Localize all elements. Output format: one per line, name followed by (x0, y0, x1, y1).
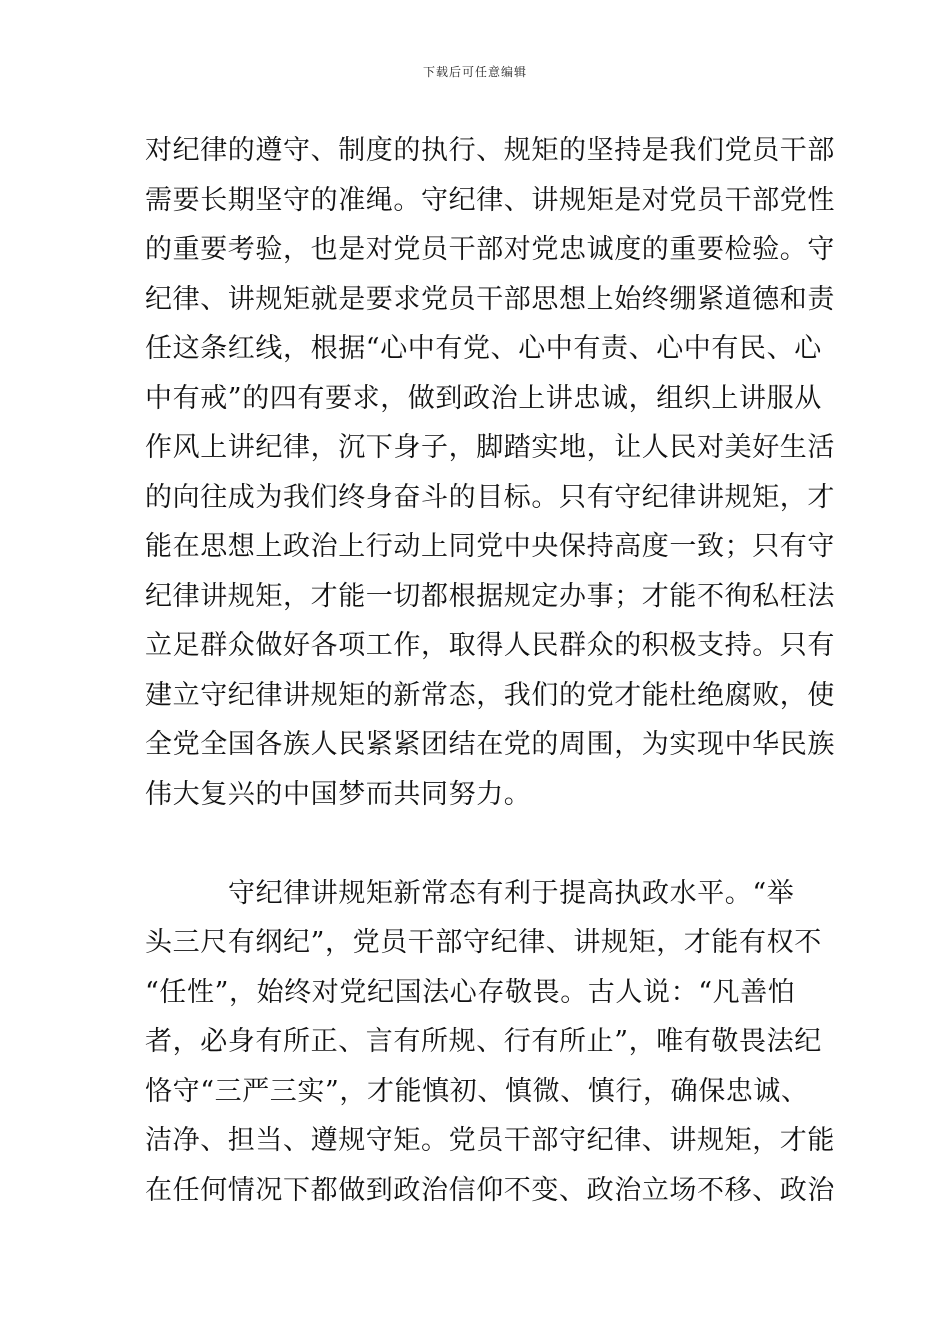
text-line: 头三尺有纲纪”，党员干部守纪律、讲规矩，才能有权不 (145, 927, 822, 958)
text-line: 的向往成为我们终身奋斗的目标。只有守纪律讲规矩，才 (145, 482, 835, 513)
text-line: “任性”，始终对党纪国法心存敬畏。古人说：“凡善怕 (145, 977, 796, 1008)
text-line: 中有戒”的四有要求，做到政治上讲忠诚，组织上讲服从 (145, 383, 822, 414)
text-line: 守纪律讲规矩新常态有利于提高执政水平。“举 (228, 878, 795, 909)
text-line: 能在思想上政治上行动上同党中央保持高度一致；只有守 (145, 531, 835, 562)
text-line: 建立守纪律讲规矩的新常态，我们的党才能杜绝腐败，使 (145, 680, 835, 711)
text-line: 伟大复兴的中国梦而共同努力。 (145, 779, 532, 810)
text-line: 恪守“三严三实”，才能慎初、慎微、慎行，确保忠诚、 (145, 1076, 809, 1107)
text-line: 在任何情况下都做到政治信仰不变、政治立场不移、政治 (145, 1175, 835, 1206)
text-line: 纪律、讲规矩就是要求党员干部思想上始终绷紧道德和责 (145, 284, 835, 315)
page-header: 下载后可任意编辑 (422, 65, 527, 79)
text-line: 作风上讲纪律，沉下身子，脚踏实地，让人民对美好生活 (145, 432, 835, 463)
text-line: 纪律讲规矩，才能一切都根据规定办事；才能不徇私枉法 (145, 581, 835, 612)
text-line: 者，必身有所正、言有所规、行有所止”，唯有敬畏法纪 (145, 1026, 822, 1057)
text-line: 对纪律的遵守、制度的执行、规矩的坚持是我们党员干部 (145, 135, 835, 166)
text-line: 需要长期坚守的准绳。守纪律、讲规矩是对党员干部党性 (145, 185, 835, 216)
text-line: 的重要考验，也是对党员干部对党忠诚度的重要检验。守 (145, 234, 835, 265)
text-line: 立足群众做好各项工作，取得人民群众的积极支持。只有 (145, 630, 835, 661)
text-line: 全党全国各族人民紧紧团结在党的周围，为实现中华民族 (145, 729, 835, 760)
text-line: 洁净、担当、遵规守矩。党员干部守纪律、讲规矩，才能 (145, 1125, 835, 1156)
text-line: 任这条红线，根据“心中有党、心中有责、心中有民、心 (145, 333, 822, 364)
